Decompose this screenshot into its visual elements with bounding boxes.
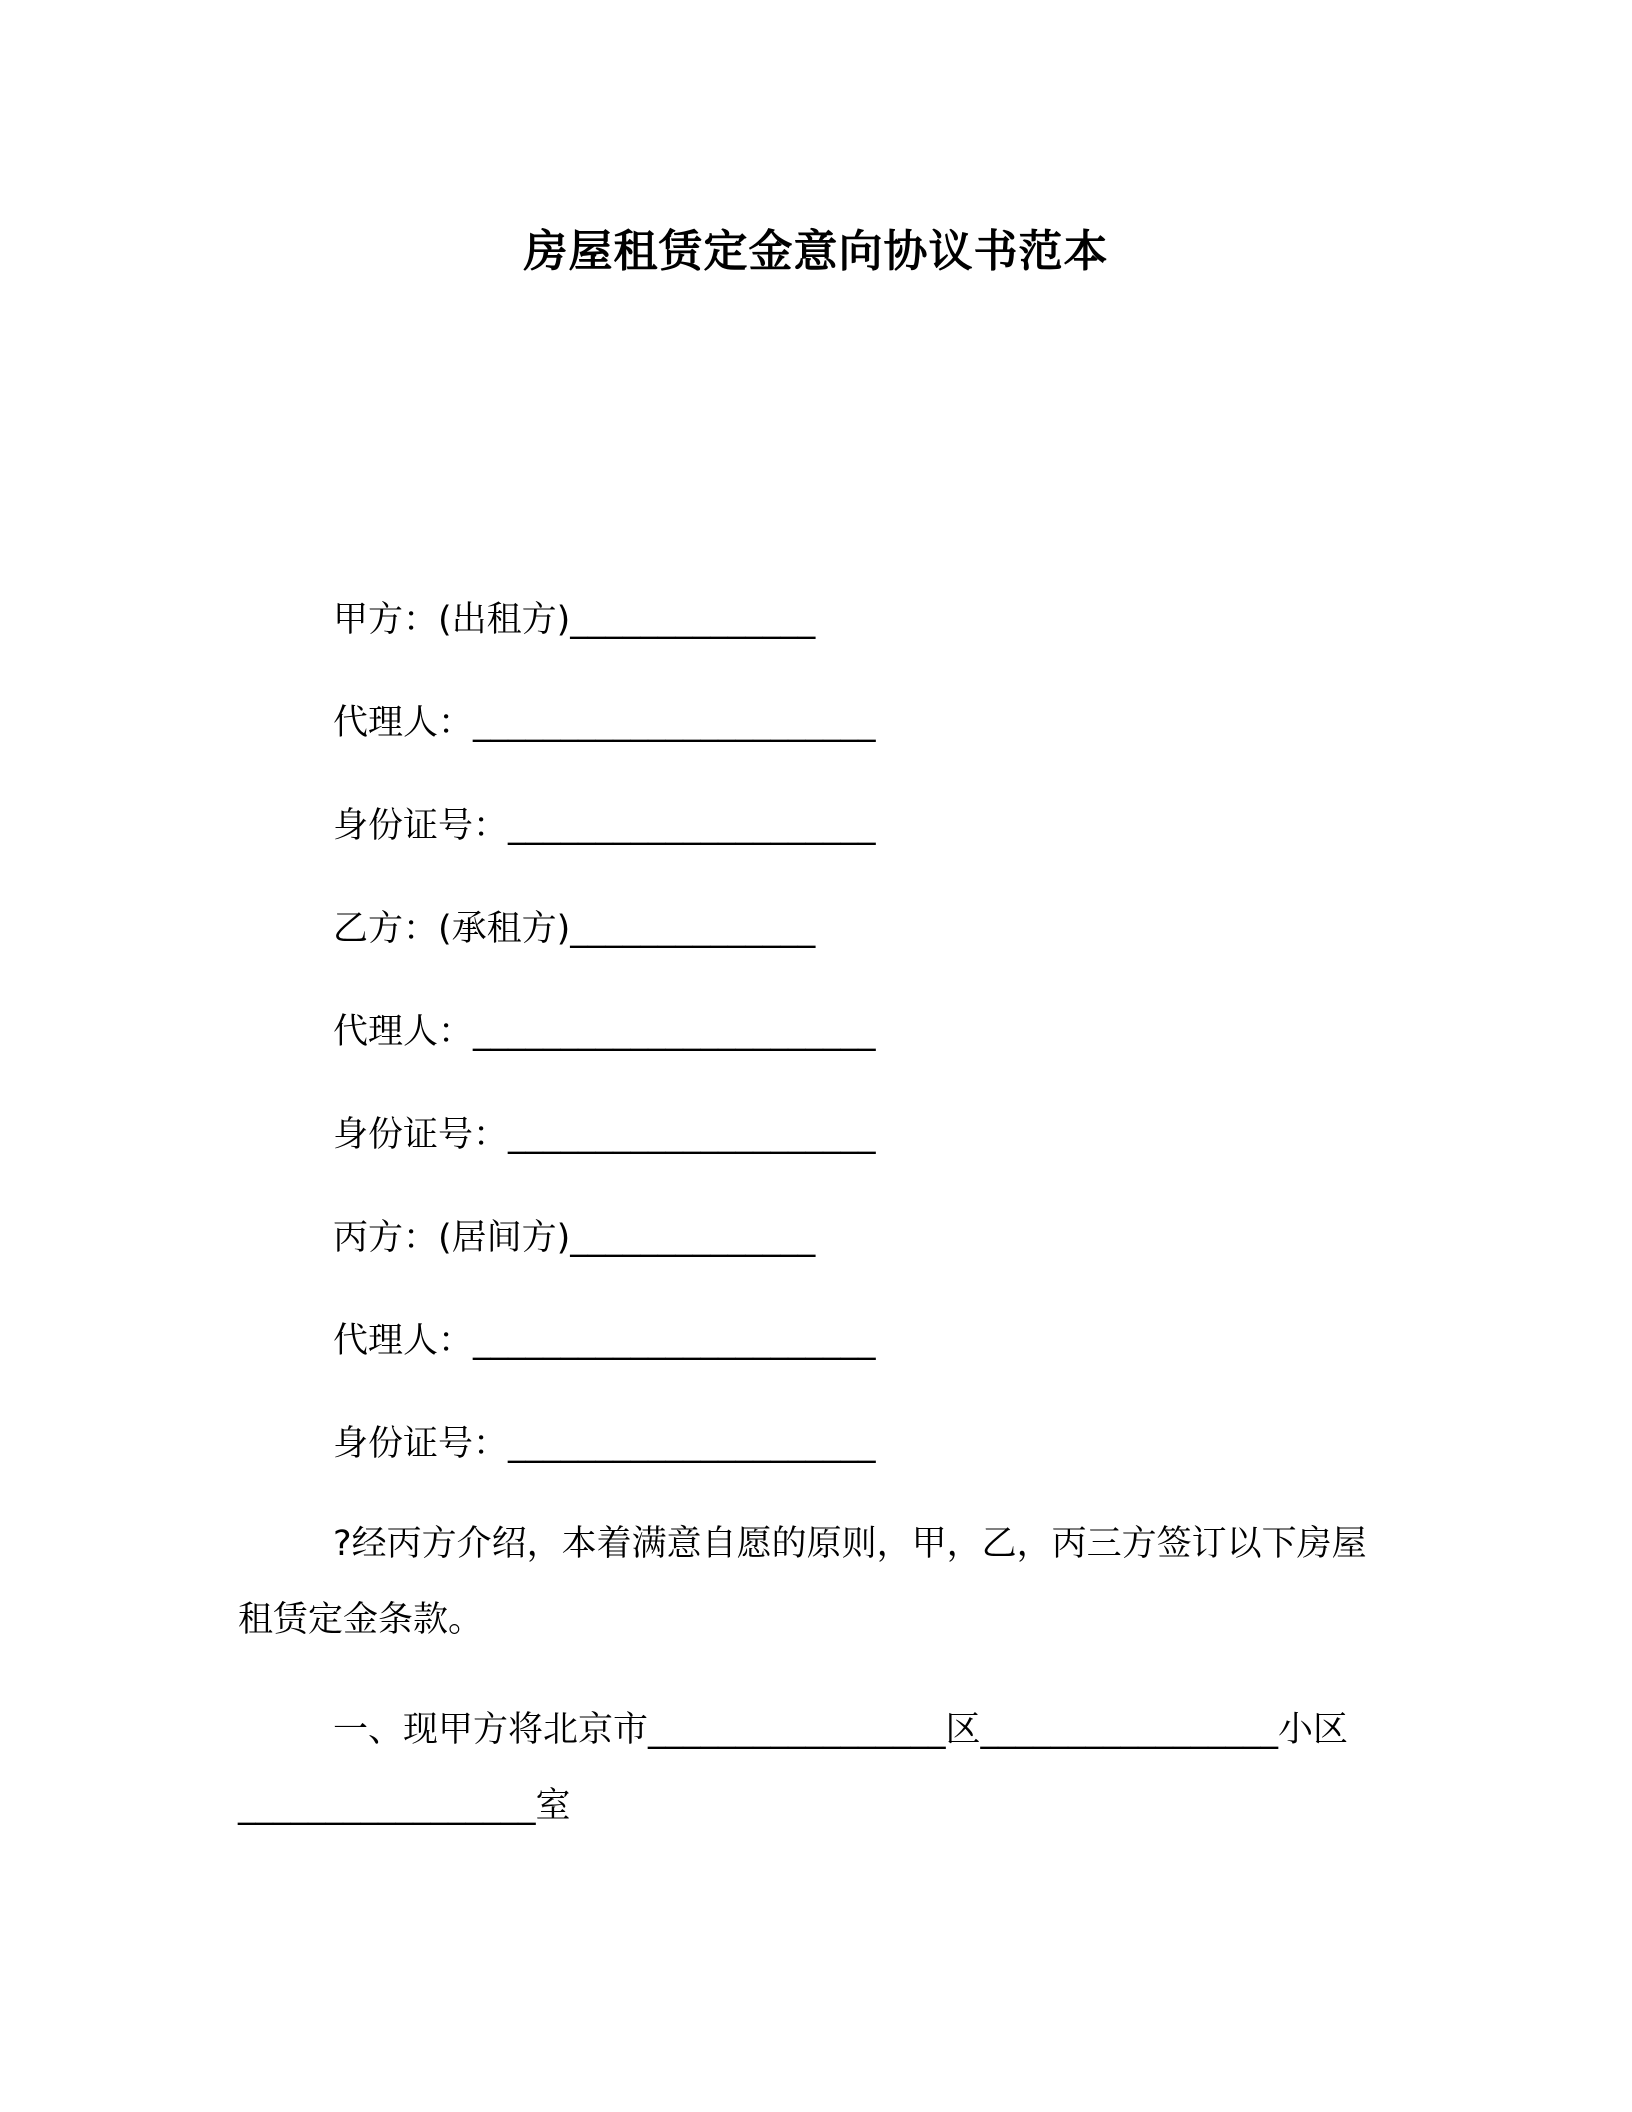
party-a-agent-line: 代理人：_______________________ — [333, 703, 876, 743]
party-b-agent-line: 代理人：_______________________ — [333, 1012, 876, 1052]
party-c-agent-line: 代理人：_______________________ — [333, 1321, 876, 1361]
party-b-id-line: 身份证号：_____________________ — [333, 1115, 876, 1155]
party-c-id-line: 身份证号：_____________________ — [333, 1424, 876, 1464]
party-b-line: 乙方：(承租方)______________ — [333, 909, 816, 949]
party-c-line: 丙方：(居间方)______________ — [333, 1218, 816, 1258]
clause-one-text: 一、现甲方将北京市_________________区_________________小区_________________室 — [238, 1710, 1349, 1826]
party-a-line: 甲方：(出租方)______________ — [333, 600, 816, 640]
intro-paragraph — [238, 1506, 1368, 1658]
intro-paragraph-text: ?经丙方介绍，本着满意自愿的原则，甲，乙，丙三方签订以下房屋租赁定金条款。 — [238, 1524, 1367, 1640]
party-a-id-line: 身份证号：_____________________ — [333, 806, 876, 846]
clause-one-paragraph — [238, 1692, 1368, 1844]
document-title: 房屋租赁定金意向协议书范本 — [523, 226, 1109, 277]
